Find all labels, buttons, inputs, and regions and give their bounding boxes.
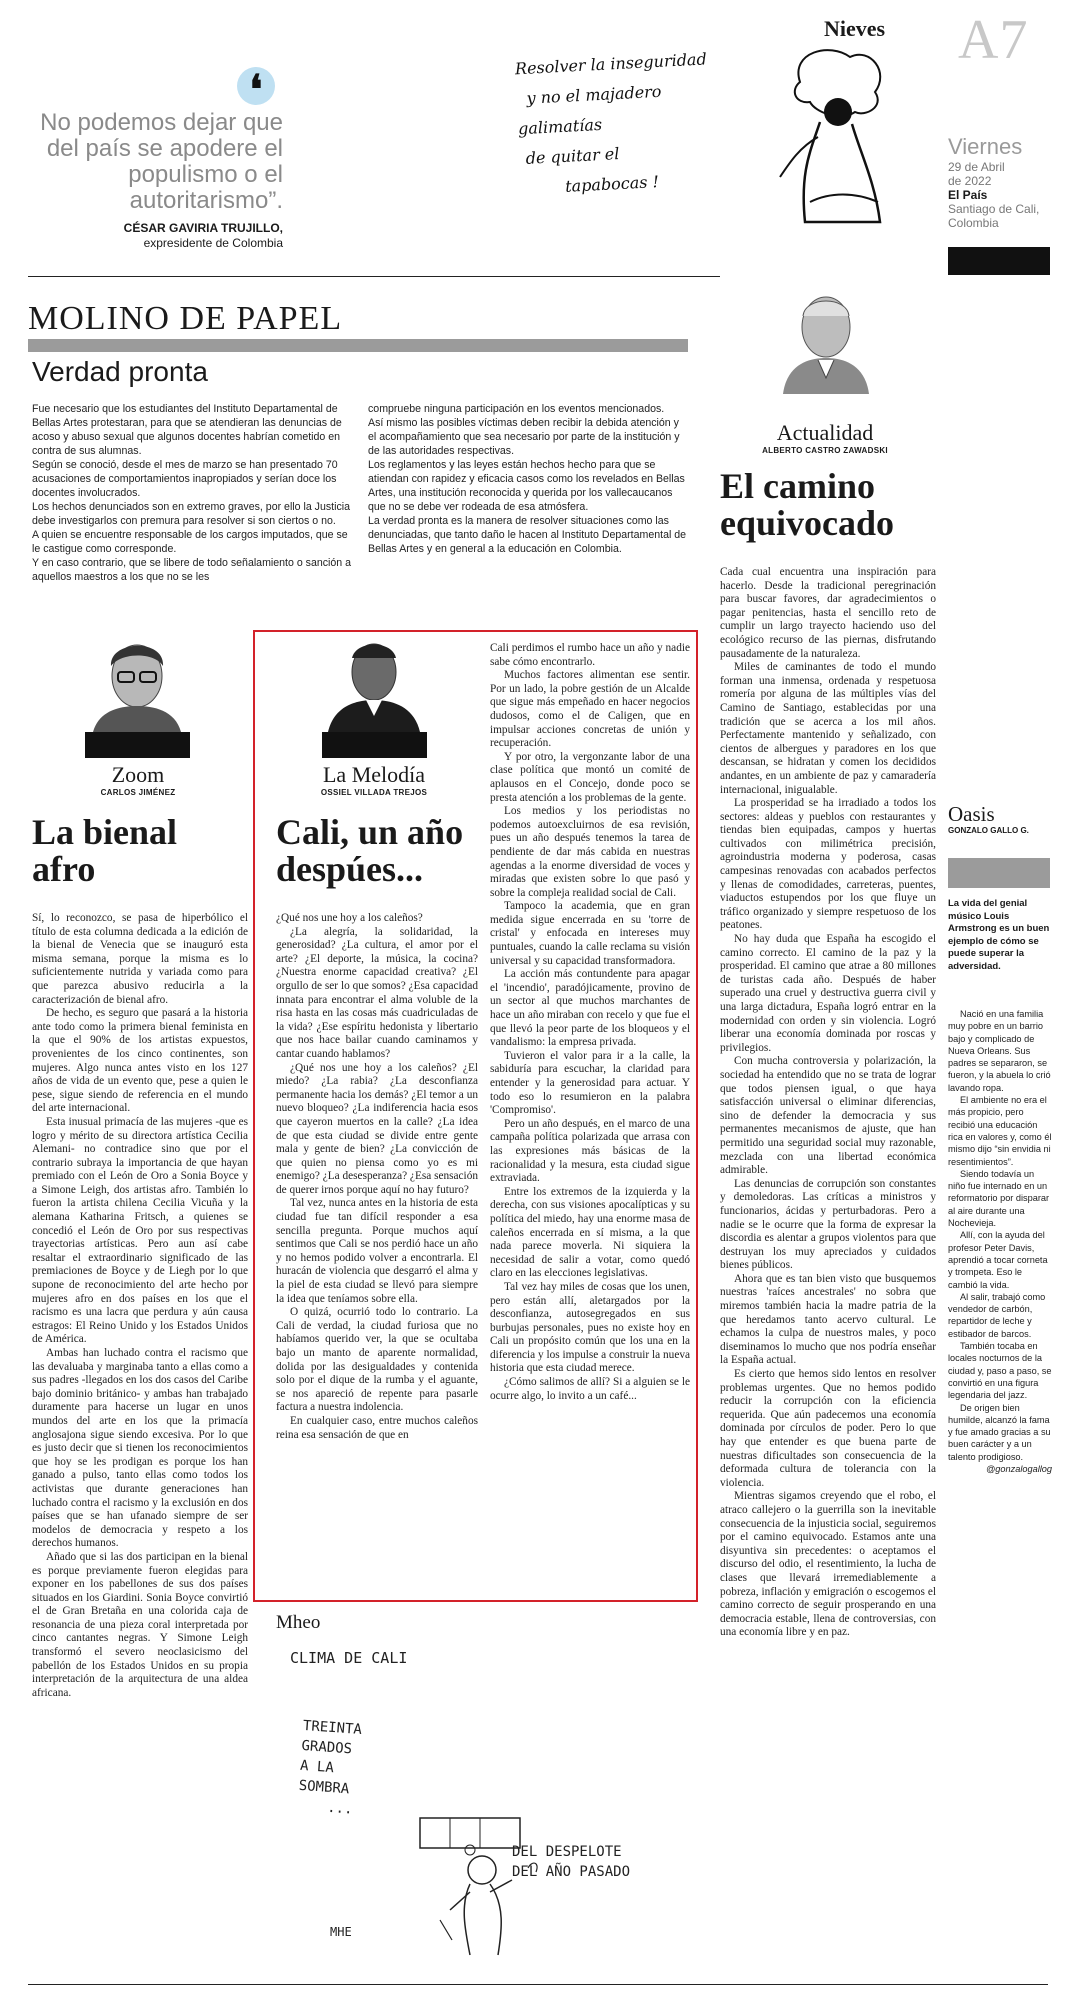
pull-quote: No podemos dejar que del país se apodere el populismo o el autoritarismo”. xyxy=(40,109,283,214)
melodia-paragraph: Tuvieron el valor para ir a la calle, la sabiduría para escuchar, la claridad para entender y la generosidad para actuar. Y todo eso lo resumieron en la palabra 'Compromiso'. xyxy=(490,1049,690,1117)
oasis-paragraph: De origen bien humilde, alcanzó la fama y fue amado gracias a su buen carácter y a un talento prodigioso. xyxy=(948,1402,1051,1462)
actualidad-paragraph: No hay duda que España ha escogido el camino correcto. El camino de la paz y la prosperidad. El camino que atrae a 80 millones de turistas cada año. Después de haber superado una cruel y destructiva guerra civil y una larga dictadura, España logró entrar en la modernidad con orden y sin violencia. Logró liberar una economía dominada por roscas y privilegios. xyxy=(720,933,936,1054)
header-rule xyxy=(28,276,720,277)
melodia-body-column-2 xyxy=(490,642,690,1403)
dateline-day: Viernes xyxy=(948,134,1023,159)
actualidad-headline: El camino equivocado xyxy=(720,466,895,543)
oasis-section-name: Oasis xyxy=(948,802,995,826)
mheo-cartoon-drawing xyxy=(320,1810,550,1960)
actualidad-paragraph: Con mucha controversia y polarización, la sociedad ha entendido que no se trata de lograr que todos piensen igual, o que haya satisfacción universal o eliminar diferencias, sino de defender la democracia y sus permanentes mecanismos de ajuste, que han permitido una seguridad social muy razonable, mezclada con una libertad económica admirable. xyxy=(720,1055,936,1177)
editorial-paragraph: Los reglamentos y las leyes están hechos hecho para que se atiendan con rapidez y eficacia casos como los revelados en Bellas Artes, una institución reconocida y querida por los vallecaucanos que no se debe ver rodeada de esa atmósfera. xyxy=(368,459,685,513)
zoom-headline: La bienal afro xyxy=(32,812,178,889)
editorial-paragraph: compruebe ninguna participación en los eventos mencionados. xyxy=(368,403,665,415)
zoom-body xyxy=(32,912,248,1700)
actualidad-paragraph: Miles de caminantes de todo el mundo forman una inmensa, ordenada y respetuosa romería por alguna de las múltiples vías del Camino de Santiago, establecidas por una tradición que se acerca a los mil años. Perfectamente mantenido y señalizado, con cientos de albergues y paradores en los que descansan, se hidratan y comen los decididos andantes, en un ambiente de paz y camaradería internacional, inigualable. xyxy=(720,661,936,796)
oasis-lead: La vida del genial músico Louis Armstrong es un buen ejemplo de cómo se puede superar la adversidad. xyxy=(948,898,1050,972)
quote-author: CÉSAR GAVIRIA TRUJILLO, xyxy=(123,221,283,235)
zoom-paragraph: Ambas han luchado contra el racismo que las devaluaba y marginaba tanto a ellas como a sus padres -llegados en los dos casos del Caribe bajo dominio británico- y ambas han trabajado duramente para hacerse un lugar en unos mundos del arte en los que la primacía anglosajona sigue siendo excesiva. Por lo que es justo decir que si tienen los reconocimientos que hoy se les prodigan es porque los han ganado a pulso, tanto ellas como todos los activistas que durante generaciones han luchado contra el racismo y la exclusión en dos países que se han ufanado siempre de ser modelos de democracia y respeto a los derechos humanos. xyxy=(32,1347,248,1550)
mheo-caption-line: DEL AÑO PASADO xyxy=(512,1864,631,1880)
zoom-section-name: Zoom xyxy=(111,762,165,787)
nieves-character-illustration xyxy=(760,42,920,242)
editorial-paragraph: Así mismo las posibles víctimas deben recibir la debida atención y el acompañamiento que sea necesario por parte de la institución y de las autoridades respectivas. xyxy=(368,417,680,457)
zoom-paragraph: Esta inusual primacía de las mujeres -que es logro y mérito de su directora artística Cecilia Alemani- no contradice sino que por el contrario subraya la importancia de que hayan premiado con el León de Oro a Sonia Boyce y a Simone Leigh, dos artistas afro. También lo fueron la artista chilena Cecilia Vicuña y la alemana Katharina Fritsch, a quienes se concedió el León de Oro por sus respectivas trayectorias artísticas. Pero aun así cabe resaltar el extraordinario significado de las premiaciones de Boyce y de Liegh por lo que supone de reconocimiento del arte hecho por mujeres afro en dos países en los que el racismo es una lacra que perdura y aún causa estragos: El Reino Unido y los Estados Unidos de América. xyxy=(32,1115,248,1346)
quote-author-role: expresidente de Colombia xyxy=(143,236,283,250)
mheo-caption-line: TREINTA xyxy=(302,1717,363,1739)
actualidad-paragraph: La prosperidad se ha irradiado a todos los sectores: aldeas y pueblos con restaurantes y tiendas bien equipadas, campos y huertas cultivados con milimétrica precisión, agroindustria moderna y poderosa, casas campesinas renovadas con acabados perfectos y llenas de comodidades, carreteras, puentes, viaductos estupendos por los que fluye un tráfico organizado y siempre respetuoso de los peatones. xyxy=(720,797,936,932)
melodia-paragraph: Los medios y los periodistas no podemos autoexcluirnos de esa revisión, pues un año después tenemos la tarea de pendiente de dar más cabida en nuestras agendas a la enorme diversidad de voces y miradas que existen sobre lo que pasó y sobre la compleja realidad social de Cali. xyxy=(490,805,690,899)
mheo-signature: MHE xyxy=(330,1925,352,1939)
actualidad-section-name: Actualidad xyxy=(776,420,874,445)
actualidad-paragraph: Mientras sigamos creyendo que el robo, el atraco callejero o la guerrilla son la inevitable consecuencia de la injusticia social, seguiremos por el camino equivocado. Estamos ante una disyuntiva sin precedentes: o aceptamos el discurso del odio, el resentimiento, la lucha de clases que llevará irremediablemente a pobreza, inflación y emigración o escogemos el camino correcto de seguir prosperando en una democracia estable, llena de controversias, con una economía libre y en paz. xyxy=(720,1490,936,1639)
dateline-city: Santiago de Cali, xyxy=(948,202,1040,216)
zoom-author-photo xyxy=(85,630,190,758)
actualidad-body xyxy=(720,566,936,1640)
editorial-section-title: MOLINO DE PAPEL xyxy=(28,300,343,337)
melodia-paragraph: ¿Qué nos une hoy a los caleños? ¿El miedo? ¿La rabia? ¿La desconfianza permanente hacia los demás? ¿El temor a un nuevo bloqueo? ¿La indiferencia hacia esos que cayeron muertos en la calle? ¿La idea de que esta ciudad se divide entre gente mala y gente de bien? ¿La convicción de que quien no piensa como yo es mi enemigo? ¿La desesperanza? ¿Esa sensación de querer irnos porque aquí no hay futuro? xyxy=(276,1061,478,1196)
melodia-author-photo xyxy=(322,632,427,758)
editorial-paragraph: A quien se encuentre responsable de los cargos imputados, que se le castigue como corresponde. xyxy=(32,529,348,555)
editorial-title: Verdad pronta xyxy=(32,356,208,387)
melodia-section-name: La Melodía xyxy=(322,762,426,787)
editorial-column-2 xyxy=(368,402,690,556)
cartoon-line: de quitar el xyxy=(525,144,620,168)
melodia-paragraph: ¿Qué nos une hoy a los caleños? xyxy=(276,912,423,924)
melodia-paragraph: La acción más contundente para apagar el 'incendio', paradójicamente, provino de un sector al que muchos marchantes de hace un año miraban con recelo y que fue el que llevó la peor parte de los bloqueos y el vandalismo: la empresa privada. xyxy=(490,968,690,1049)
mheo-caption-line: GRADOS xyxy=(300,1737,353,1758)
oasis-paragraph: También tocaba en locales nocturnos de la ciudad y, paso a paso, se convirtió en una figura legendaria del jazz. xyxy=(948,1341,1052,1401)
zoom-author: CARLOS JIMÉNEZ xyxy=(100,788,176,797)
zoom-paragraph: Sí, lo reconozco, se pasa de hiperbólico el título de esta columna dedicada a la edición de la bienal de Venecia que se inauguró esta misma semana, porque la misma es lo suficientemente nutrida y variada como para que parezca abusivo reducirla a la caracterización de bienal afro. xyxy=(32,912,248,1006)
editorial-paragraph: La verdad pronta es la manera de resolver situaciones como las denunciadas, que tanto daño le hacen al Instituto Departamental de Bellas Artes y en general a la educación en Colombia. xyxy=(368,515,687,555)
editorial-column-1 xyxy=(32,402,354,584)
melodia-paragraph: ¿Cómo salimos de allí? Si a alguien se le ocurre algo, lo invito a un café... xyxy=(490,1376,690,1402)
dateline-date: de 2022 xyxy=(948,174,992,188)
actualidad-paragraph: Es cierto que hemos sido lentos en resolver problemas urgentes. Que no hemos podido reducir la corrupción con la eficiencia requerida. Que aún padecemos una economía dominada por círculos de poder. Pero lo que hay que entender es que buena parte de nuestras dificultades son consecuencia de la deformada cultura de tolerancia con la violencia. xyxy=(720,1368,936,1489)
zoom-photo-bar xyxy=(85,732,190,758)
actualidad-paragraph: Cada cual encuentra una inspiración para hacerlo. Desde la tradicional peregrinación para buscar favores, dar agradecimientos o pagar penitencias, hasta el sencillo reto de cumplir un largo trayecto haciendo uso del ecológico recurso de las piernas, disfrutando pausadamente de la naturaleza. xyxy=(720,566,936,660)
dateline-date: 29 de Abril xyxy=(948,160,1005,174)
cartoon-title: Nieves xyxy=(824,16,886,41)
editorial-paragraph: Según se conoció, desde el mes de marzo se han presentado 70 acusaciones de comportamientos inapropiados y serían doce los docentes involucrados. xyxy=(32,459,338,499)
editorial-paragraph: Los hechos denunciados son en extremo graves, por ello la Justicia debe investigarlos con premura para resolver si son ciertos o no. xyxy=(32,501,350,527)
cartoon-line: Resolver la inseguridad xyxy=(514,49,708,79)
oasis-paragraph: Al salir, trabajó como vendedor de carbón, repartidor de leche y estibador de barcos. xyxy=(948,1291,1046,1339)
mheo-right-caption xyxy=(512,1842,692,1882)
oasis-grey-bar xyxy=(948,858,1050,888)
editorial-paragraph: Fue necesario que los estudiantes del Instituto Departamental de Bellas Artes protestaran, para que se atendieran las denuncias de acoso y abuso sexual que algunos docentes habrían cometido en contra de sus alumnas. xyxy=(32,403,342,457)
mheo-caption-line: ... xyxy=(326,1799,354,1818)
dateline-city: Colombia xyxy=(948,216,999,230)
oasis-paragraph: Nació en una familia muy pobre en un barrio bajo y complicado de Nueva Orleans. Sus padres se separaron, se fueron, y la abuela lo crió lavando ropa. xyxy=(948,1009,1051,1093)
dateline xyxy=(948,134,1068,230)
melodia-author: OSSIEL VILLADA TREJOS xyxy=(320,788,428,797)
cartoon-line: y no el majadero xyxy=(526,81,662,108)
mheo-caption-line: A LA xyxy=(299,1757,335,1777)
mheo-section-name: Mheo xyxy=(276,1612,321,1633)
actualidad-paragraph: Las denuncias de corrupción son constantes y demoledoras. Las críticas a ministros y funcionarios, ácidas y perturbadoras. Pero a nadie se le ocurre que la forma de expresar la discordia es alentar a grupos violentos para que destruyan los muy apreciados y cuidados bienes públicos. xyxy=(720,1177,936,1272)
oasis-paragraph: Allí, con la ayuda del profesor Peter Davis, aprendió a tocar corneta y trompeta. Eso le cambió la vida. xyxy=(948,1230,1048,1290)
oasis-paragraph: Siendo todavía un niño fue internado en un reformatorio por disparar al aire durante una Nochevieja. xyxy=(948,1168,1050,1229)
zoom-paragraph: Añado que si las dos participan en la bienal es porque previamente fueron elegidas para exponer en los pabellones de sus dos países situados en los Giardini. Sonia Boyce convirtió el de Gran Bretaña en una colorida caja de resonancia de una pieza coral interpretada por cinco cantantes negras. Y Simone Leigh transformó el severo neoclasicismo del pabellón de los Estados Unidos en su propia interpretación de la arquitectura de una aldea africana. xyxy=(32,1550,248,1699)
oasis-paragraph: El ambiente no era el más propicio, pero recibió una educación rica en valores y, como él mismo dijo “sin envidia ni resentimientos”. xyxy=(948,1095,1052,1167)
footer-rule xyxy=(28,1984,1048,1985)
melodia-photo-bar xyxy=(322,732,427,758)
melodia-body-column-1 xyxy=(276,912,478,1442)
melodia-paragraph: O quizá, ocurrió todo lo contrario. La Cali de verdad, la ciudad furiosa que no habíamos querido ver, la que se ocultaba bajo un manto de aparente normalidad, dolida por las desigualdades y contenida solo por el dique de la rumba y el aguante, se nos apareció de repente para pasarle factura a nuestra indolencia. xyxy=(276,1306,478,1414)
quote-icon: ❛ xyxy=(237,67,275,105)
melodia-paragraph: Cali perdimos el rumbo hace un año y nadie sabe cómo encontrarlo. xyxy=(490,642,690,668)
melodia-paragraph: Tal vez hay miles de cosas que los unen, pero están allí, aletargados por la desconfianza, autosegregados en sus burbujas personales, pues no existe hoy en Cali un propósito común que los una en la diferencia y los impulse a construir la nueva historia que esta ciudad merece. xyxy=(490,1280,690,1375)
oasis-author: GONZALO GALLO G. xyxy=(948,826,1029,835)
mheo-cartoon-title: CLIMA DE CALI xyxy=(290,1649,408,1667)
melodia-paragraph: Entre los extremos de la izquierda y la derecha, con sus visiones apocalípticas y su política del miedo, hay una enorme masa de caleños encerrada en sí misma, a la que nada parece moverla. Ni siquiera la necesidad de salir a votar, como quedó claro en las elecciones legislativas. xyxy=(490,1185,690,1280)
dateline-black-bar xyxy=(948,247,1050,275)
page-number: A7 xyxy=(958,9,1029,71)
cartoon-line: tapabocas ! xyxy=(564,171,660,196)
mheo-left-caption xyxy=(297,1716,424,1824)
actualidad-paragraph: Ahora que es tan bien visto que busquemos nuestras 'raíces ancestrales' no sobra que miremos también hacia la madre patria de la que heredamos tanto acervo cultural. Le echamos la culpa de nuestros males, y poco diseminamos lo mucho que nos podría enseñar la España actual. xyxy=(720,1272,936,1367)
melodia-paragraph: ¿La alegría, la solidaridad, la generosidad? ¿La cultura, el amor por el arte? ¿El deporte, la música, la cocina? ¿Nuestra enorme capacidad creativa? ¿El orgullo de ser lo que somos? ¿Esa capacidad innata para encontrar el alma voluble de la risa hasta en las cosas más cuadriculadas de la vida? ¿Ese espíritu hedonista y libertario que nos hace bailar cuando caminamos y cantar cuando hablamos? xyxy=(276,925,478,1060)
mheo-caption-line: SOMBRA xyxy=(298,1777,350,1798)
melodia-headline: Cali, un año despúes... xyxy=(276,812,464,889)
cartoon-line: galimatías xyxy=(517,114,603,139)
dateline-paper: El País xyxy=(948,188,988,202)
editorial-paragraph: Y en caso contrario, que se libere de todo señalamiento o sanción a aquellos maestros a los que no se les xyxy=(32,557,352,583)
actualidad-author: ALBERTO CASTRO ZAWADSKI xyxy=(762,446,888,455)
oasis-body xyxy=(948,1008,1052,1475)
melodia-paragraph: En cualquier caso, entre muchos caleños reina esa sensación de que en xyxy=(276,1414,478,1441)
melodia-paragraph: Y por otro, la vergonzante labor de una clase política que montó un comité de aplausos en el Concejo, donde poco se presta atención a los problemas de la gente. xyxy=(490,750,690,804)
melodia-paragraph: Tal vez, nunca antes en la historia de esta ciudad fue tan difícil responder a esa sencilla pregunta. Porque muchos aquí sentimos que Cali se nos perdió hace un año y no hemos podido volver a encontrarla. El huracán de violencia que desgarró el alma y la piel de esta ciudad se llevó para siempre la idea que teníamos sobre ella. xyxy=(276,1197,478,1305)
editorial-grey-bar xyxy=(28,339,688,352)
melodia-paragraph: Tampoco la academia, que en gran medida sigue encerrada en su 'torre de cristal' y enfocada en intereses muy puntuales, cuando la calle reclama su visión universal y su capacidad transformadora. xyxy=(490,900,690,967)
melodia-paragraph: Pero un año después, en el marco de una campaña política polarizada que arrasa con las expresiones más básicas de la racionalidad y la mesura, esta ciudad sigue extraviada. xyxy=(490,1117,690,1185)
zoom-paragraph: De hecho, es seguro que pasará a la historia ante todo como la primera bienal feminista en la que el 90% de los artistas expuestos, provenientes de los cinco continentes, son mujeres. Algo nunca antes visto en los 127 años de vida de un evento que, pese a quien le pese, sigue siendo de referencia en el mundo del arte internacional. xyxy=(32,1007,248,1115)
melodia-paragraph: Muchos factores alimentan ese sentir. Por un lado, la pobre gestión de un Alcalde que sigue más empeñado en hacer negocios dudosos, como el de Caligen, que en impulsar acciones concretas de unión y recuperación. xyxy=(490,669,690,750)
nieves-cartoon-text xyxy=(514,42,762,204)
mheo-caption-line: DEL DESPELOTE xyxy=(512,1844,622,1860)
oasis-handle: @gonzalogallog xyxy=(985,1463,1052,1474)
actualidad-author-photo xyxy=(773,282,879,394)
